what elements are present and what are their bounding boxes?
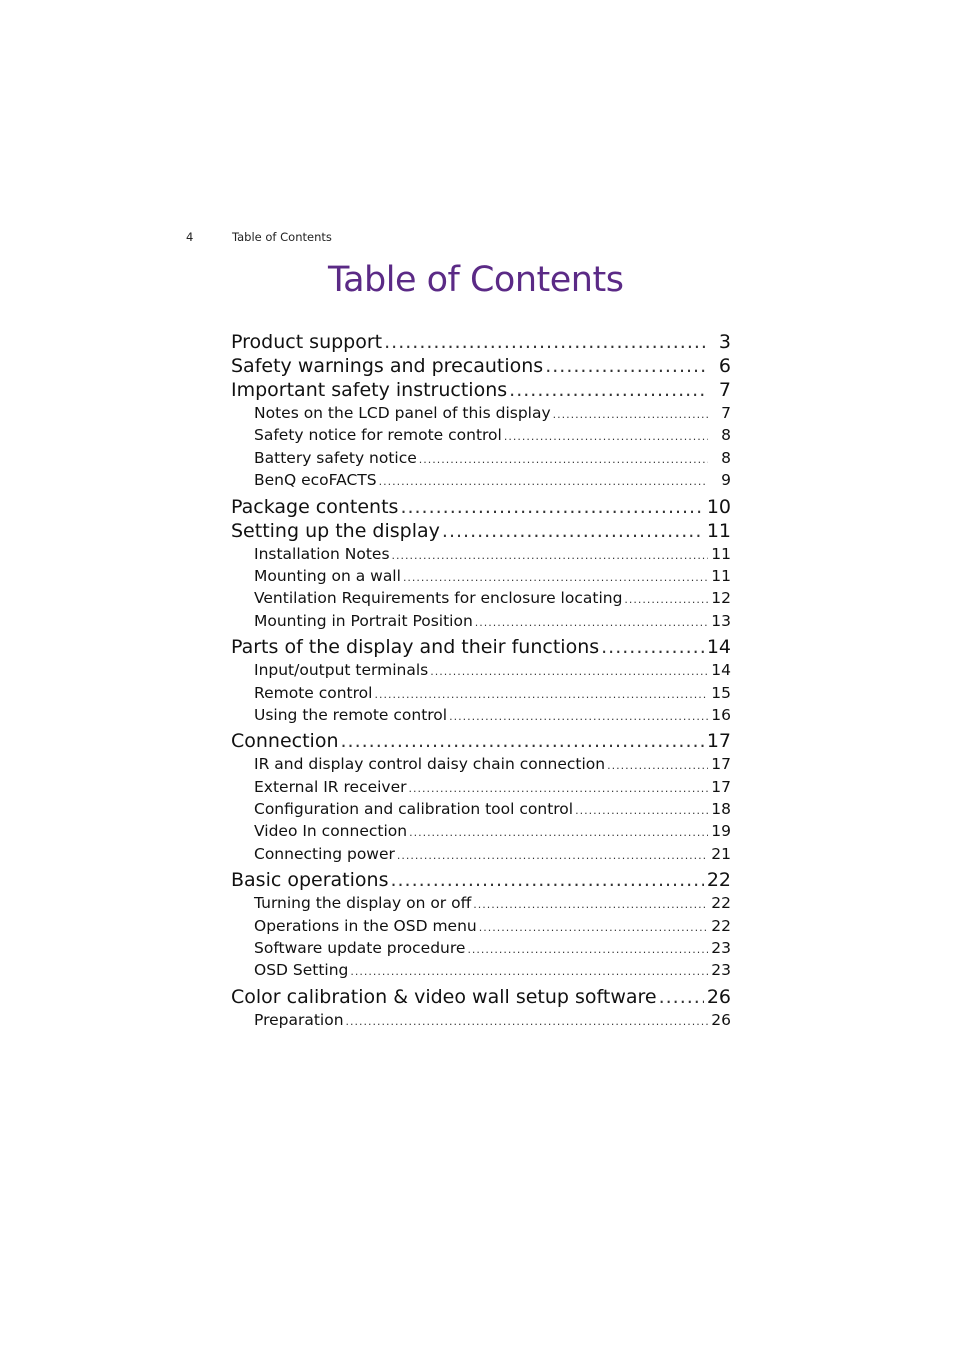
toc-entry-page-number: 21	[711, 844, 731, 863]
dot-leader	[467, 939, 708, 961]
dot-leader	[475, 612, 708, 634]
toc-entry-label: Mounting in Portrait Position	[254, 611, 473, 630]
toc-subentry[interactable]	[231, 959, 731, 981]
toc-entry-label: Software update procedure	[254, 939, 466, 958]
toc-entry-page-number: 14	[706, 636, 731, 659]
toc-subentry[interactable]	[231, 659, 731, 681]
toc-subentry[interactable]	[231, 704, 731, 726]
toc-entry-page-number: 22	[706, 869, 731, 892]
dot-leader	[449, 706, 708, 728]
toc-entry-page-number: 22	[711, 894, 731, 913]
header-section-title: Table of Contents	[232, 230, 332, 244]
toc-entry-label: Preparation	[254, 1010, 344, 1029]
toc-entry-page-number: 13	[711, 611, 731, 630]
dot-leader	[374, 684, 708, 706]
toc-entry-page-number: 16	[711, 705, 731, 724]
toc-entry[interactable]	[231, 495, 731, 519]
dot-leader	[509, 378, 708, 402]
toc-entry-page-number: 22	[711, 916, 731, 935]
toc-entry[interactable]	[231, 868, 731, 892]
dot-leader	[419, 449, 708, 471]
toc-subentry[interactable]	[231, 892, 731, 914]
toc-entry[interactable]	[231, 330, 731, 354]
toc-entry-label: Safety notice for remote control	[254, 426, 502, 445]
toc-entry-label: Battery safety notice	[254, 448, 417, 467]
dot-leader	[403, 567, 708, 589]
toc-entry-label: Input/output terminals	[254, 661, 429, 680]
dot-leader	[601, 635, 704, 659]
toc-entry-page-number: 3	[718, 331, 731, 353]
toc-entry-page-number: 14	[711, 661, 731, 680]
toc-entry-page-number: 7	[718, 379, 731, 401]
toc-subentry[interactable]	[231, 682, 731, 704]
toc-entry-label: IR and display control daisy chain connection	[254, 755, 606, 774]
toc-entry-page-number: 12	[711, 589, 731, 608]
toc-entry-label: Ventilation Requirements for enclosure locating	[254, 589, 623, 608]
toc-entry-page-number: 10	[706, 495, 731, 518]
toc-entry-label: Connection	[231, 730, 339, 753]
toc-entry-label: Configuration and calibration tool control	[254, 800, 574, 819]
toc-entry-label: Safety warnings and precautions	[231, 355, 544, 377]
toc-subentry[interactable]	[231, 447, 731, 469]
dot-leader	[341, 729, 704, 753]
toc-entry-label: Important safety instructions	[231, 379, 508, 401]
dot-leader	[553, 404, 708, 426]
toc-entry-page-number: 19	[711, 822, 731, 841]
toc-entry-label: Notes on the LCD panel of this display	[254, 404, 551, 422]
dot-leader	[624, 589, 708, 611]
toc-entry-page-number: 26	[706, 985, 731, 1008]
dot-leader	[379, 471, 708, 493]
dot-leader	[473, 894, 708, 916]
toc-entry-label: External IR receiver	[254, 777, 407, 796]
toc-subentry[interactable]	[231, 843, 731, 865]
toc-entry-page-number: 17	[706, 730, 731, 753]
toc-entry-page-number: 17	[711, 755, 731, 774]
toc-entry-label: Product support	[231, 331, 383, 353]
table-of-contents	[231, 330, 731, 1031]
toc-subentry[interactable]	[231, 469, 731, 491]
toc-entry-page-number: 15	[711, 683, 731, 702]
dot-leader	[504, 426, 708, 448]
toc-entry[interactable]	[231, 985, 731, 1009]
toc-entry-page-number: 26	[711, 1010, 731, 1029]
toc-subentry[interactable]	[231, 753, 731, 775]
toc-entry-page-number: 18	[711, 800, 731, 819]
dot-leader	[384, 330, 708, 354]
toc-subentry[interactable]	[231, 915, 731, 937]
toc-entry-page-number: 11	[706, 519, 731, 542]
toc-subentry[interactable]	[231, 1009, 731, 1031]
toc-entry-label: Operations in the OSD menu	[254, 916, 477, 935]
toc-subentry[interactable]	[231, 798, 731, 820]
dot-leader	[392, 545, 708, 567]
dot-leader	[397, 845, 708, 867]
toc-entry-label: Connecting power	[254, 844, 395, 863]
toc-subentry[interactable]	[231, 424, 731, 446]
toc-entry-page-number: 7	[721, 404, 731, 422]
toc-entry-label: Setting up the display	[231, 519, 440, 542]
toc-subentry[interactable]	[231, 587, 731, 609]
toc-entry-label: Parts of the display and their functions	[231, 636, 600, 659]
toc-entry-label: Mounting on a wall	[254, 566, 401, 585]
toc-entry[interactable]	[231, 354, 731, 378]
dot-leader	[442, 519, 704, 543]
toc-entry-page-number: 8	[721, 426, 731, 445]
toc-entry[interactable]	[231, 729, 731, 753]
toc-subentry[interactable]	[231, 937, 731, 959]
toc-entry-label: Video In connection	[254, 822, 408, 841]
dot-leader	[346, 1011, 708, 1033]
toc-entry-page-number: 23	[711, 961, 731, 980]
toc-entry-label: BenQ ecoFACTS	[254, 471, 377, 490]
toc-entry-label: OSD Setting	[254, 961, 349, 980]
dot-leader	[607, 755, 708, 777]
toc-subentry[interactable]	[231, 543, 731, 565]
dot-leader	[545, 354, 708, 378]
toc-entry-label: Using the remote control	[254, 705, 448, 724]
toc-entry-label: Remote control	[254, 683, 373, 702]
toc-entry-label: Installation Notes	[254, 544, 390, 563]
toc-entry-page-number: 17	[711, 777, 731, 796]
toc-entry[interactable]	[231, 635, 731, 659]
toc-entry[interactable]	[231, 519, 731, 543]
dot-leader	[400, 495, 703, 519]
toc-entry-label: Color calibration & video wall setup software	[231, 985, 657, 1008]
toc-entry-label: Turning the display on or off	[254, 894, 472, 913]
dot-leader	[390, 868, 703, 892]
toc-entry-page-number: 9	[721, 471, 731, 490]
toc-entry-page-number: 11	[711, 566, 731, 585]
toc-subentry[interactable]	[231, 776, 731, 798]
toc-entry-label: Basic operations	[231, 869, 389, 892]
toc-subentry[interactable]	[231, 402, 731, 424]
toc-entry-label: Package contents	[231, 495, 399, 518]
toc-entry[interactable]	[231, 378, 731, 402]
dot-leader	[409, 822, 708, 844]
dot-leader	[479, 917, 708, 939]
toc-subentry[interactable]	[231, 565, 731, 587]
toc-entry-page-number: 6	[718, 355, 731, 377]
toc-subentry[interactable]	[231, 820, 731, 842]
dot-leader	[430, 661, 708, 683]
toc-subentry[interactable]	[231, 610, 731, 632]
page-title: Table of Contents	[328, 260, 624, 300]
toc-entry-page-number: 8	[721, 448, 731, 467]
dot-leader	[350, 961, 708, 983]
dot-leader	[575, 800, 708, 822]
toc-entry-page-number: 11	[711, 544, 731, 563]
dot-leader	[659, 985, 704, 1009]
toc-entry-page-number: 23	[711, 939, 731, 958]
dot-leader	[409, 778, 708, 800]
header-page-number: 4	[186, 230, 194, 244]
